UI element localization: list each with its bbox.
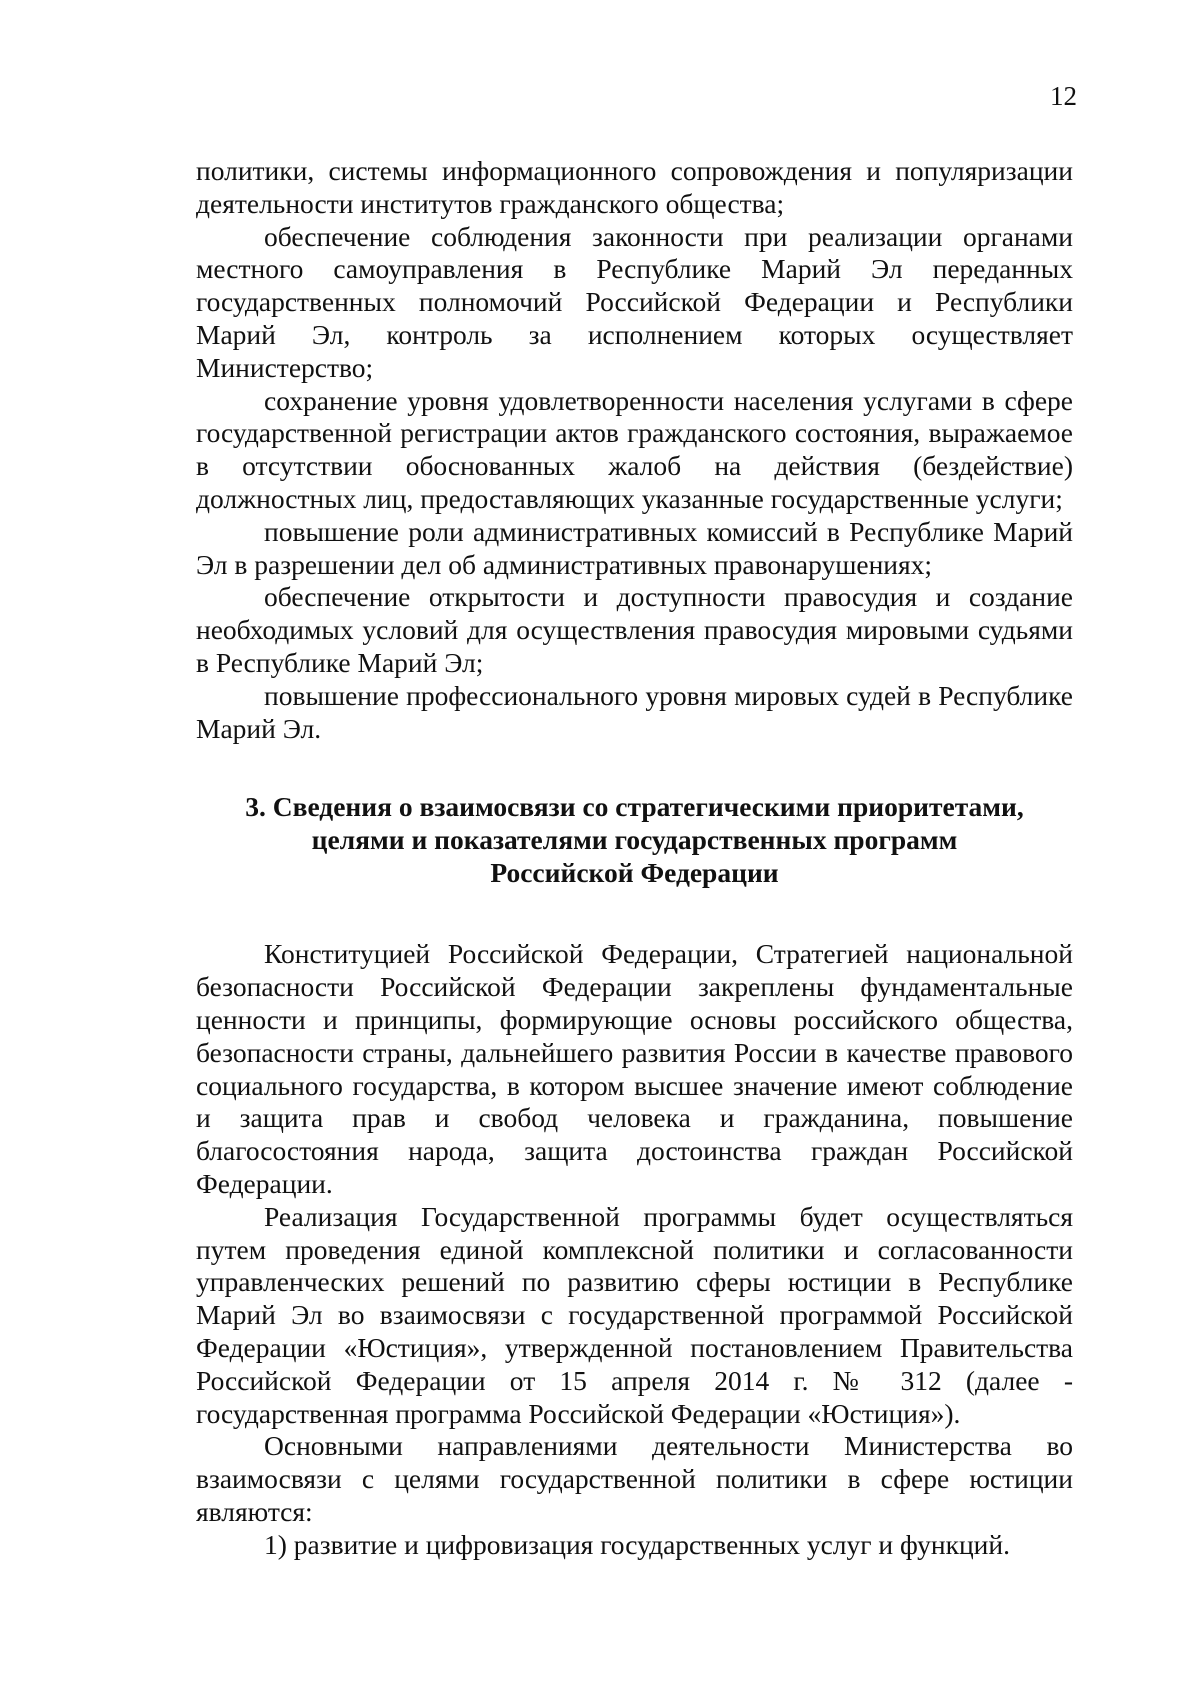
page-number: 12 xyxy=(1050,81,1077,111)
paragraph-continuation: политики, системы информационного сопровождения и популяризации деятельности институтов гражданского общества; xyxy=(196,155,1073,219)
paragraph: повышение профессионального уровня мировых судей в Республике Марий Эл. xyxy=(196,679,1073,744)
paragraph: повышение роли административных комиссий в Республике Марий Эл в разрешении дел об административных правонарушениях; xyxy=(196,515,1073,580)
section-heading-line: 3. Сведения о взаимосвязи со стратегическими приоритетами, xyxy=(245,791,1024,823)
section-heading-line: Российской Федерации xyxy=(490,857,779,889)
paragraph: Реализация Государственной программы будет осуществляться путем проведения единой комплексной политики и согласованности управленческих решений по развитию сферы юстиции в Республике Марий Эл во взаимосвязи с государственной программой Российской Федерации «Юстиция», утвержденной постановлением Правительства Российской Федерации от 15 апреля 2014 г. № 312 (далее - государственная программа Российской Федерации «Юстиция»). xyxy=(196,1200,1073,1429)
paragraph: Конституцией Российской Федерации, Стратегией национальной безопасности Российской Федерации закреплены фундаментальные ценности и принципы, формирующие основы российского общества, безопасности страны, дальнейшего развития России в качестве правового социального государства, в котором высшее значение имеют соблюдение и защита прав и свобод человека и гражданина, повышение благосостояния народа, защита достоинства граждан Российской Федерации. xyxy=(196,938,1073,1199)
section-heading-line: целями и показателями государственных программ xyxy=(311,824,958,856)
paragraph: сохранение уровня удовлетворенности населения услугами в сфере государственной регистрации актов гражданского состояния, выражаемое в отсутствии обоснованных жалоб на действия (бездействие) должностных лиц, предоставляющих указанные государственные услуги; xyxy=(196,384,1073,514)
paragraph: Основными направлениями деятельности Министерства во взаимосвязи с целями государственной политики в сфере юстиции являются: xyxy=(196,1430,1073,1527)
document-body xyxy=(196,155,1073,1561)
paragraph: обеспечение открытости и доступности правосудия и создание необходимых условий для осуществления правосудия мировыми судьями в Республике Марий Эл; xyxy=(196,581,1073,678)
list-item: 1) развитие и цифровизация государственных услуг и функций. xyxy=(264,1528,1010,1560)
section-heading xyxy=(196,790,1073,889)
paragraph: обеспечение соблюдения законности при реализации органами местного самоуправления в Республике Марий Эл переданных государственных полномочий Российской Федерации и Республики Марий Эл, контроль за исполнением которых осуществляет Министерство; xyxy=(196,220,1073,383)
